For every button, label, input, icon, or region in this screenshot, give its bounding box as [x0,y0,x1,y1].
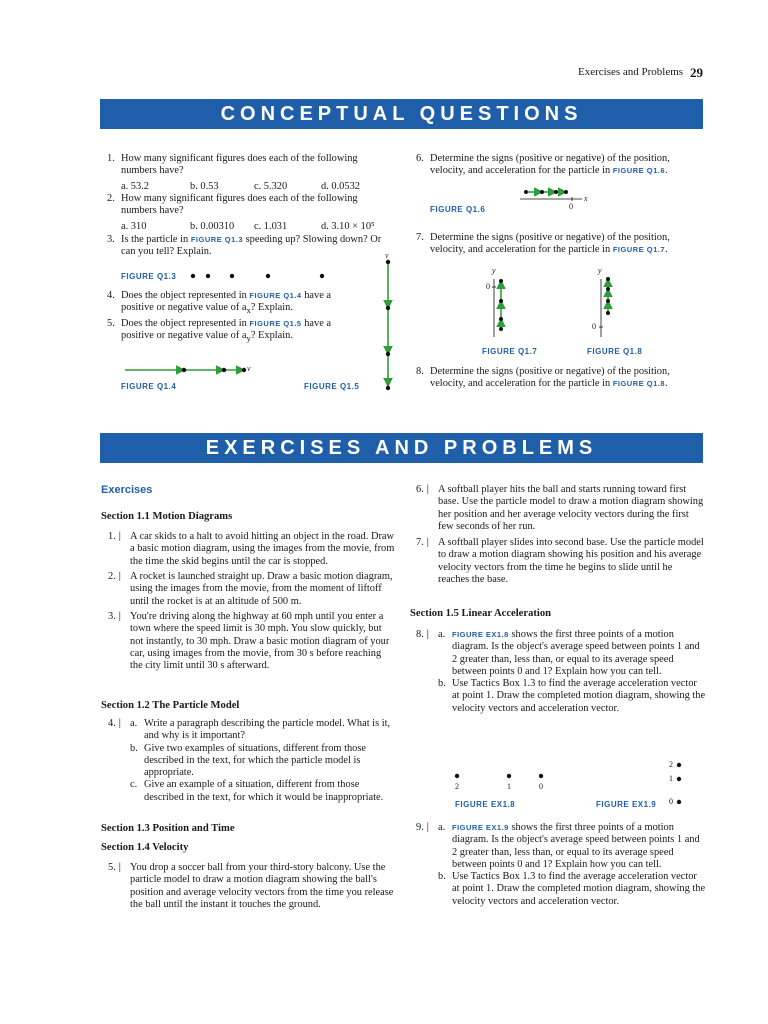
figure-q1-5-ref[interactable]: FIGURE Q1.5 [249,319,302,328]
exercise-6: 6. | A softball player hits the ball and starts running toward first base. Use the particle model to draw a motion diagram showing her position and her average velocity vectors during the first few seconds of her run. [416,484,704,532]
figure-q1-7-y-label: y [492,266,496,275]
figure-ex1-8-dots [452,771,552,781]
figure-ex1-9-ref[interactable]: FIGURE EX1.9 [452,823,509,832]
figure-ex1-9-label-1: 1 [669,774,673,783]
question-8: 8. Determine the signs (positive or negative) of the position, velocity, and acceleration for the particle in FIGURE Q1.8. [416,366,670,390]
q1-option-b: b. 0.53 [190,181,219,192]
figure-ex1-9-label-0: 0 [669,797,673,806]
section-1-4-heading: Section 1.4 Velocity [101,842,189,853]
figure-q1-5-v-label: v [385,251,389,260]
figure-q1-6-diagram [520,186,590,206]
figure-ex1-9-label-2: 2 [669,760,673,769]
figure-q1-7-ref[interactable]: FIGURE Q1.7 [612,245,665,255]
figure-q1-3-caption: FIGURE Q1.3 [121,272,177,281]
question-7: 7. Determine the signs (positive or negative) of the position, velocity, and acceleration for the particle in FIGURE Q1.7. [416,232,670,256]
q2-option-d: d. 3.10 × 10⁵ [321,221,375,232]
q1-option-c: c. 5.320 [254,181,288,192]
q2-option-a: a. 310 [121,221,147,232]
exercise-3: 3. | You're driving along the highway at 60 mph until you enter a town where the speed limit is 30 mph. You slow quickly, but not instantly, to 30 mph. Draw a basic motion diagram of your car, using images from the movie, from 30 s before reaching the city limit until 30 s afterward. [108,611,390,672]
exercise-9: 9. | a. FIGURE EX1.9 shows the first three points of a motion diagram. Is the object's average speed between points 1 and 2 greater than, less than, or equal to its average speed between points 0 and 1? Explain how you can tell. b. Use Tactics Box 1.3 to find the average acceleration vector at point 1. Draw the completed motion diagram, showing the velocity vectors and acceleration vector. [416,822,706,907]
figure-q1-3-dots [190,271,330,281]
running-title: Exercises and Problems [578,66,684,78]
figure-q1-4-diagram [120,363,260,377]
figure-q1-7-zero-label: 0 [486,282,490,291]
figure-ex1-8-caption: FIGURE EX1.8 [455,800,516,809]
figure-q1-6-x-label: x [584,194,588,203]
question-4: 4. Does the object represented in FIGURE Q1.4 have a positive or negative value of $a_x$? Explain. [107,290,332,316]
figure-q1-8-diagram [597,275,617,339]
exercise-5: 5. | You drop a soccer ball from your third-story balcony. Use the particle model to draw a motion diagram showing the ball's position and average velocity vectors from the time you release the ball until the instant it touches the ground. [108,862,394,910]
section-1-2-heading: Section 1.2 The Particle Model [101,700,240,711]
conceptual-questions-banner: CONCEPTUAL QUESTIONS [100,99,703,129]
exercise-4: 4. | a. Write a paragraph describing the particle model. What is it, and why is it important? b. Give two examples of situations, different from those described in the text, for which the particle model is appropriate. c. Give an example of a situation, different from those described in the text, for which it would be inappropriate. [108,718,391,803]
question-6: 6. Determine the signs (positive or negative) of the position, velocity, and acceleration for the particle in FIGURE Q1.6. [416,153,670,177]
section-1-5-heading: Section 1.5 Linear Acceleration [410,608,552,619]
figure-q1-8-zero-label: 0 [592,322,596,331]
question-5: 5. Does the object represented in FIGURE Q1.5 have a positive or negative value of $a_y$? Explain. [107,318,332,344]
figure-ex1-8-label-1: 1 [507,782,511,791]
exercises-title: Exercises [101,484,153,496]
figure-q1-7-caption: FIGURE Q1.7 [482,347,538,356]
section-1-3-heading: Section 1.3 Position and Time [101,823,235,834]
exercises-problems-banner: EXERCISES AND PROBLEMS [100,433,703,463]
figure-ex1-8-label-2: 2 [455,782,459,791]
q2-option-c: c. 1.031 [254,221,288,232]
q1-option-d: d. 0.0532 [321,181,360,192]
figure-q1-7-diagram [490,275,510,339]
figure-ex1-8-ref[interactable]: FIGURE EX1.8 [452,630,509,639]
exercise-1: 1. | A car skids to a halt to avoid hitting an object in the road. Draw a basic motion diagram, using the images from the movie, from the time the skid begins until the car is stopped. [108,531,395,567]
figure-q1-3-ref[interactable]: FIGURE Q1.3 [190,235,244,244]
figure-q1-4-caption: FIGURE Q1.4 [121,382,177,391]
figure-q1-5-caption: FIGURE Q1.5 [304,382,360,391]
q1-option-a: a. 53.2 [121,181,149,192]
figure-q1-5-diagram [382,258,394,393]
question-2: 2. How many significant figures does each of the following numbers have? [107,193,358,217]
question-3: 3. Is the particle in FIGURE Q1.3 speeding up? Slowing down? Or can you tell? Explain. [107,234,382,258]
figure-q1-8-y-label: y [598,266,602,275]
q2-option-b: b. 0.00310 [190,221,235,232]
exercise-2: 2. | A rocket is launched straight up. Draw a basic motion diagram, using the images from the movie, from the moment of liftoff until the rocket is at an altitude of 500 m. [108,571,393,607]
figure-ex1-9-dots [674,760,684,810]
figure-ex1-9-caption: FIGURE EX1.9 [596,800,657,809]
figure-q1-6-ref[interactable]: FIGURE Q1.6 [612,166,665,176]
figure-q1-8-ref[interactable]: FIGURE Q1.8 [612,379,665,389]
figure-q1-6-zero-label: 0 [569,202,573,211]
section-1-1-heading: Section 1.1 Motion Diagrams [101,511,233,522]
figure-ex1-8-label-0: 0 [539,782,543,791]
figure-q1-4-ref[interactable]: FIGURE Q1.4 [249,291,302,300]
exercise-7: 7. | A softball player slides into second base. Use the particle model to draw a motion diagram showing his position and his average velocity vectors from the time he begins to slide until he reaches the base. [416,537,704,585]
figure-q1-4-v-label: v [247,364,251,373]
question-1: 1. How many significant figures does each of the following numbers have? [107,153,358,177]
figure-q1-6-caption: FIGURE Q1.6 [430,205,486,214]
figure-q1-8-caption: FIGURE Q1.8 [587,347,643,356]
page-number: 29 [690,65,703,80]
exercise-8: 8. | a. FIGURE EX1.8 shows the first three points of a motion diagram. Is the object's average speed between points 1 and 2 greater than, less than, or equal to its average speed between points 0 and 1? Explain how you can tell. b. Use Tactics Box 1.3 to find the average acceleration vector at point 1. Draw the completed motion diagram, showing the velocity vectors and acceleration vector. [416,629,706,714]
